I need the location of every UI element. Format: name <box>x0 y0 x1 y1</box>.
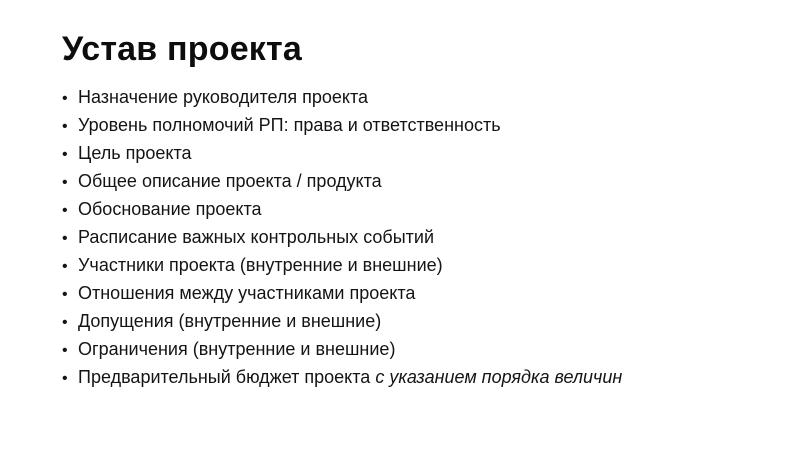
list-item <box>62 308 760 336</box>
bullet-icon: • <box>62 118 68 135</box>
list-item <box>62 364 760 392</box>
bullet-text-italic: с указанием порядка величин <box>370 367 623 387</box>
bullet-text: Ограничения (внутренние и внешние) <box>78 339 396 359</box>
bullet-text: Отношения между участниками проекта <box>78 283 416 303</box>
bullet-icon: • <box>62 174 68 191</box>
bullet-list <box>62 84 760 392</box>
list-item <box>62 224 760 252</box>
list-item <box>62 84 760 112</box>
bullet-icon: • <box>62 286 68 303</box>
bullet-text: Участники проекта (внутренние и внешние) <box>78 255 443 275</box>
bullet-icon: • <box>62 202 68 219</box>
list-item <box>62 280 760 308</box>
bullet-text: Уровень полномочий РП: права и ответственность <box>78 115 501 135</box>
bullet-text: Общее описание проекта / продукта <box>78 171 382 191</box>
list-item <box>62 336 760 364</box>
bullet-text: Предварительный бюджет проекта <box>78 367 371 387</box>
bullet-icon: • <box>62 230 68 247</box>
list-item <box>62 168 760 196</box>
bullet-icon: • <box>62 314 68 331</box>
list-item <box>62 196 760 224</box>
bullet-text: Расписание важных контрольных событий <box>78 227 435 247</box>
bullet-text: Обоснование проекта <box>78 199 262 219</box>
list-item <box>62 140 760 168</box>
bullet-icon: • <box>62 370 68 387</box>
bullet-icon: • <box>62 342 68 359</box>
bullet-icon: • <box>62 90 68 107</box>
bullet-icon: • <box>62 258 68 275</box>
bullet-text: Допущения (внутренние и внешние) <box>78 311 382 331</box>
list-item <box>62 252 760 280</box>
bullet-text: Цель проекта <box>78 143 192 163</box>
slide-title: Устав проекта <box>62 30 302 68</box>
bullet-icon: • <box>62 146 68 163</box>
list-item <box>62 112 760 140</box>
bullet-text: Назначение руководителя проекта <box>78 87 369 107</box>
